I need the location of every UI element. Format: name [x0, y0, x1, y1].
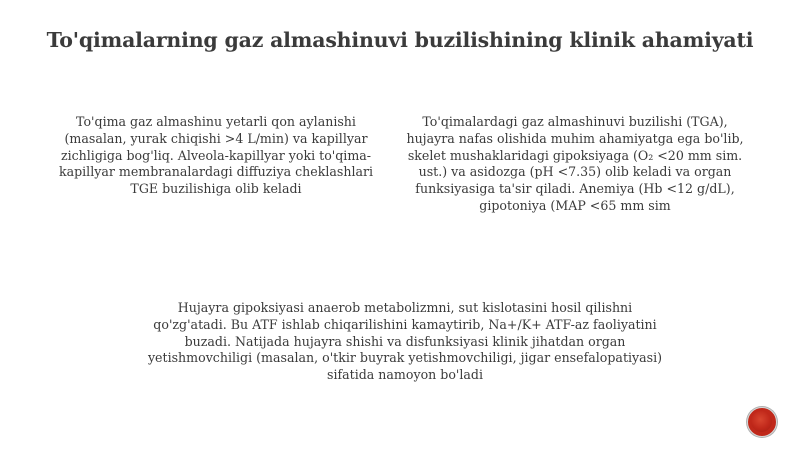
bottom-paragraph: Hujayra gipoksiyasi anaerob metabolizmni, sut kislotasini hosil qilishni qo'zg'atadi. Bu ATF ishlab chiqarilishini kamaytirib, Na+/K+ ATF-az faoliyatini buzadi. Natijada hujayra shishi va disfunksiyasi klinik jihatdan organ yetishmovchiligi (masalan, o'tkir buyrak yetishmovchiligi, jigar ensefalopatiyasi) sifatida namoyon bo'ladi [147, 300, 663, 383]
slide-title: To'qimalarning gaz almashinuvi buzilishining klinik ahamiyati [46, 28, 754, 52]
red-circle-icon[interactable] [747, 407, 777, 437]
left-paragraph: To'qima gaz almashinu yetarli qon aylanishi (masalan, yurak chiqishi >4 L/min) va kapillyar zichligiga bog'liq. Alveola-kapillyar yoki to'qima-kapillyar membranalardagi diffuziya cheklashlari TGE buzilishiga olib keladi [58, 114, 374, 197]
red-circle-icon-fill [751, 411, 772, 432]
right-paragraph: To'qimalardagi gaz almashinuvi buzilishi (TGA), hujayra nafas olishida muhim ahamiyatga ega bo'lib, skelet mushaklaridagi gipoksiyaga (O₂ <20 mm sim. ust.) va asidozga (pH <7.35) olib keladi va organ funksiyasiga ta'sir qiladi. Anemiya (Hb <12 g/dL), gipotoniya (MAP <65 mm sim [406, 114, 744, 213]
